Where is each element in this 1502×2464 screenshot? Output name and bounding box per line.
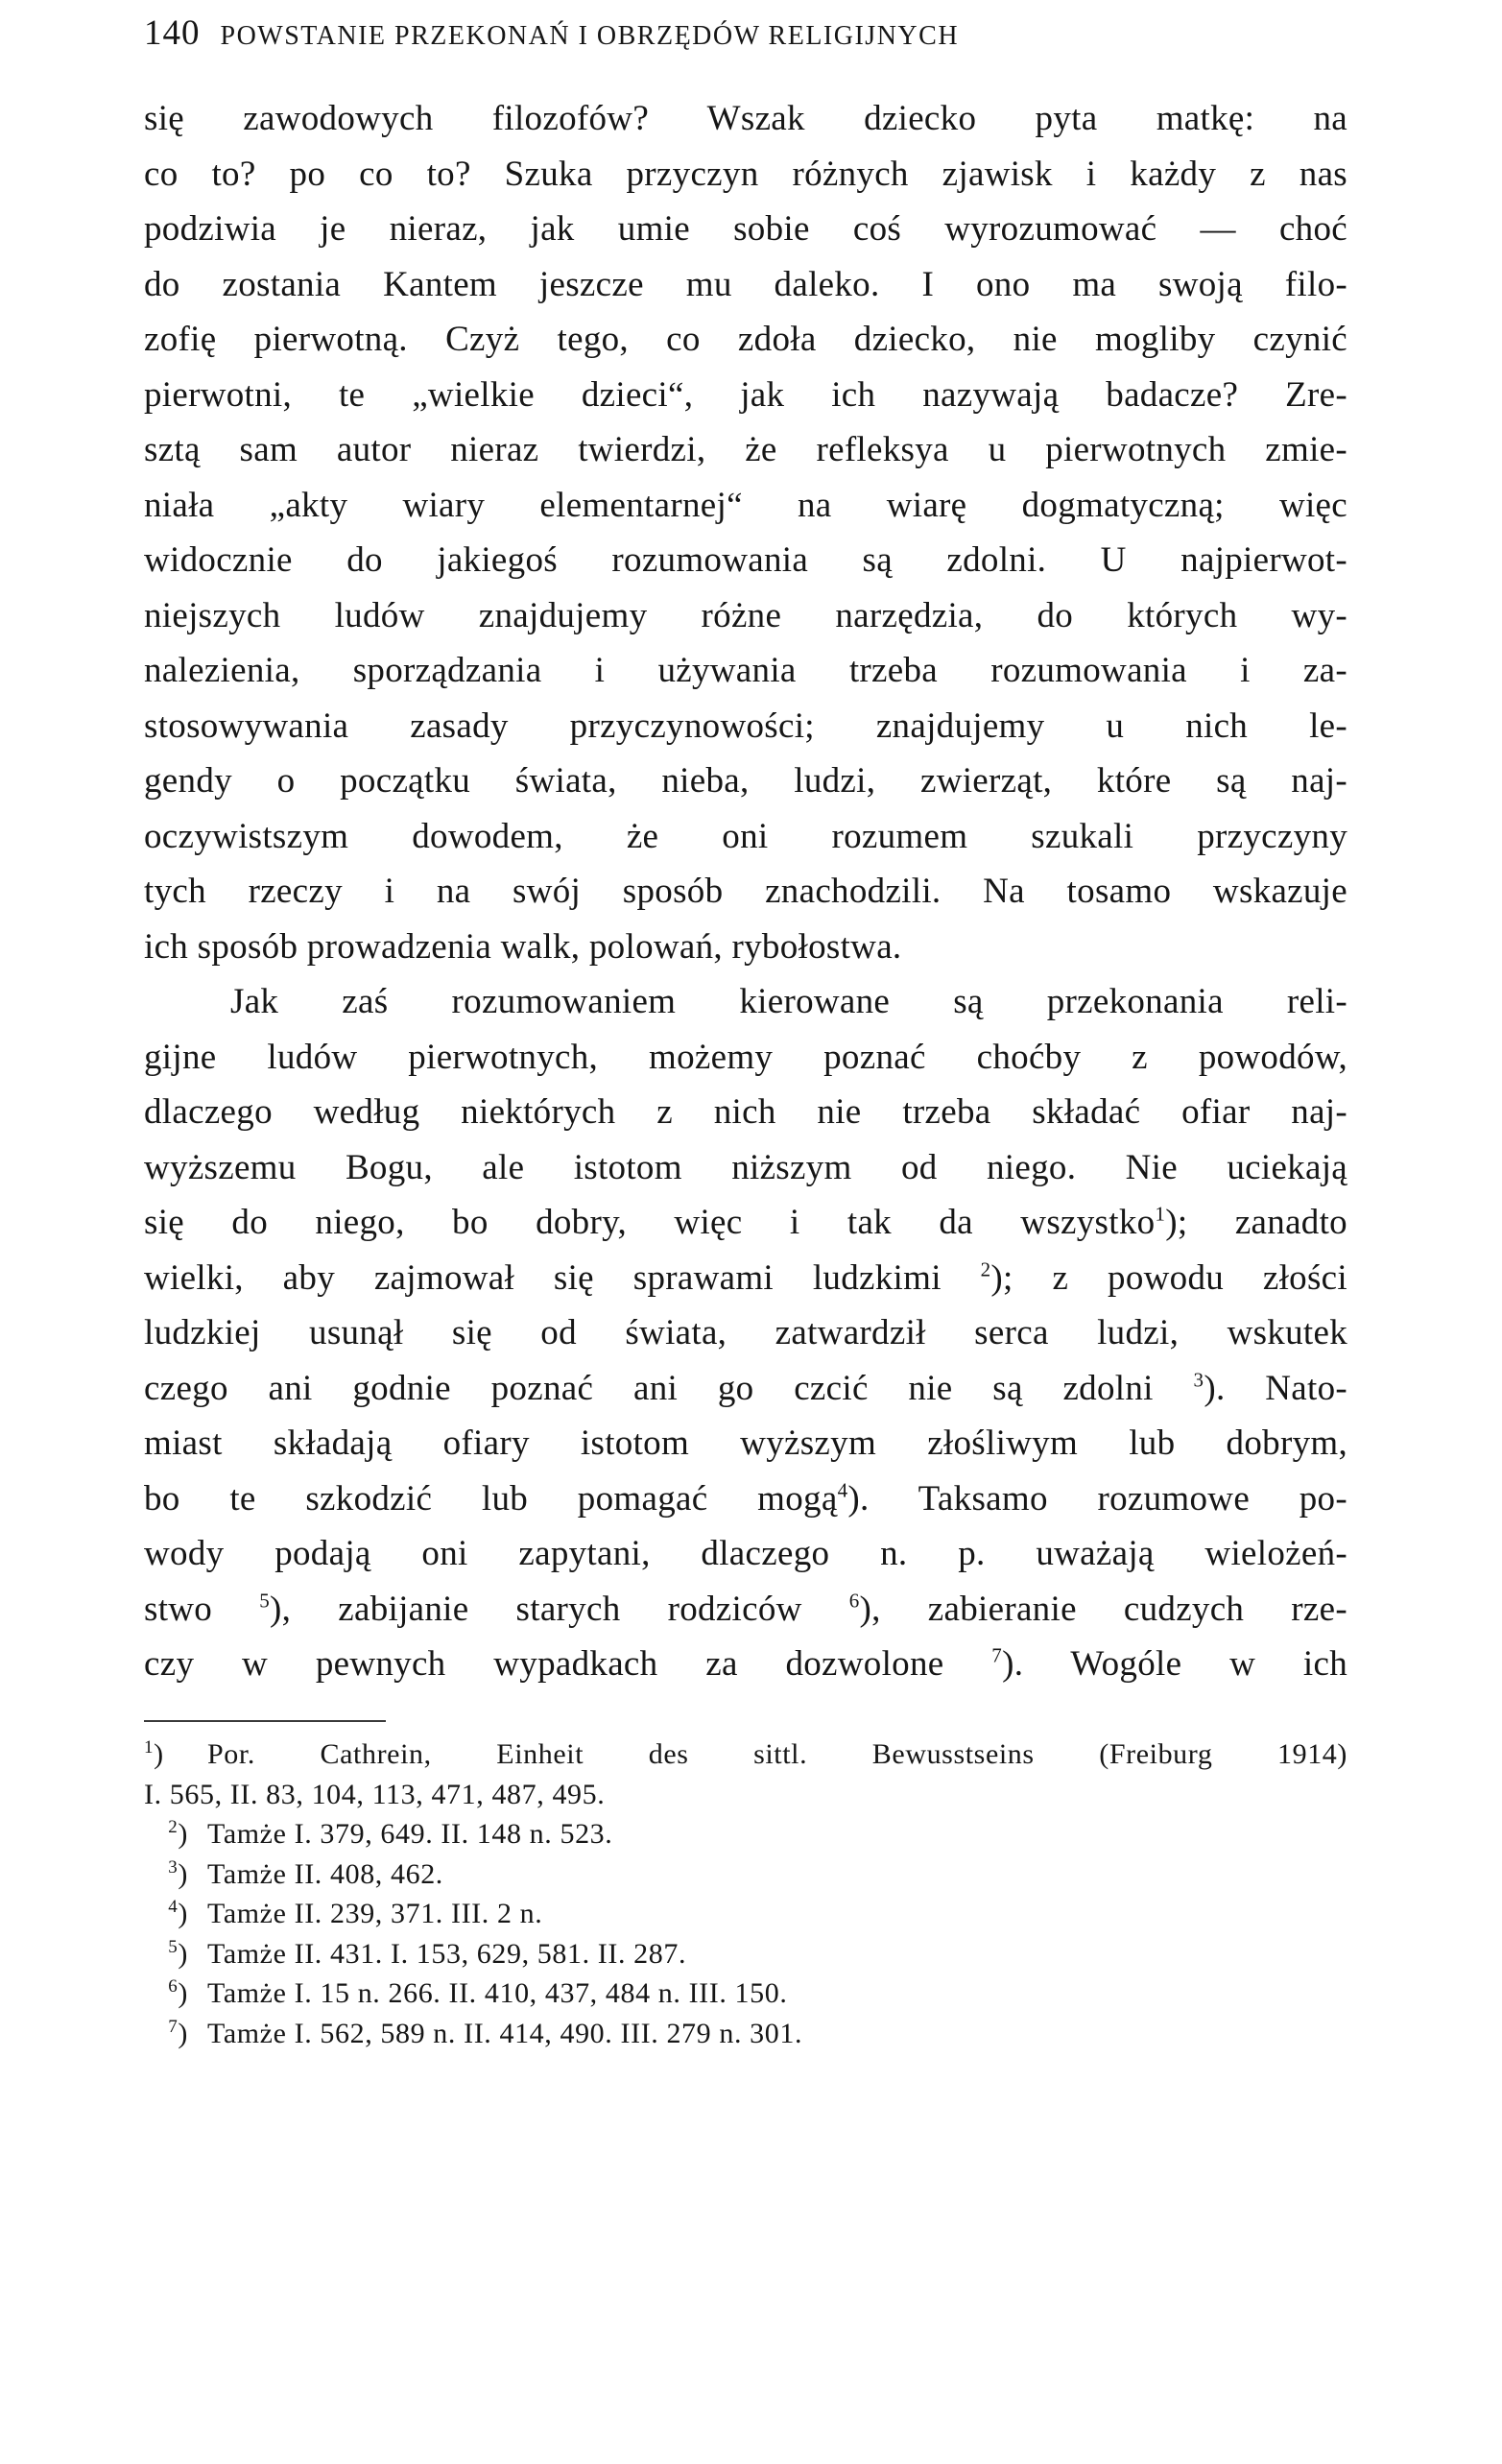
page-number: 140	[144, 13, 201, 53]
footnote	[144, 1814, 1347, 1854]
text-line: gendy o początku świata, nieba, ludzi, zwierząt, które są naj-	[144, 761, 1347, 801]
text-line: podziwia je nieraz, jak umie sobie coś wyrozumować — choć	[144, 209, 1347, 249]
running-head	[144, 10, 1353, 58]
text-line: pierwotni, te „wielkie dzieci“, jak ich nazywają badacze? Zre-	[144, 374, 1347, 415]
text-line	[144, 1582, 1347, 1638]
text-run: się do niego, bo dobry, więc i tak da wszystko	[144, 1203, 1156, 1242]
footnote-continuation: I. 565, II. 83, 104, 113, 471, 487, 495.	[144, 1778, 606, 1810]
text-line: niejszych ludów znajdujemy różne narzędzia, do których wy-	[144, 595, 1347, 635]
text-run: ); z powodu złości	[990, 1257, 1347, 1298]
footnote-text: Tamże I. 562, 589 n. II. 414, 490. III. 279 n. 301.	[207, 2017, 803, 2049]
text-line	[144, 1361, 1347, 1417]
text-line: oczywistszym dowodem, że oni rozumem szukali przyczyny	[144, 816, 1347, 856]
footnote-text: Tamże I. 379, 649. II. 148 n. 523.	[207, 1818, 613, 1850]
text-run: ). Wogóle w ich	[1002, 1644, 1347, 1684]
text-line: miast składają ofiary istotom wyższym złośliwym lub dobrym,	[144, 1423, 1347, 1463]
footnote-ref: 7	[991, 1643, 1003, 1667]
text-line	[144, 1471, 1347, 1527]
text-run: ), zabieranie cudzych rze-	[859, 1589, 1347, 1629]
footnote-marker: $^5$)	[168, 1936, 188, 1970]
footnote-ref: 5	[259, 1589, 270, 1613]
footnote	[144, 2014, 1347, 2054]
footnote-ref: 4	[837, 1478, 848, 1502]
footnote-ref: 1	[1155, 1202, 1166, 1226]
footnotes	[144, 1734, 1347, 2053]
footnote	[144, 1734, 1347, 1775]
text-line: niała „akty wiary elementarnej“ na wiarę dogmatyczną; więc	[144, 485, 1347, 525]
text-line: ich sposób prowadzenia walk, polowań, rybołostwa.	[144, 926, 902, 967]
text-run: stwo	[144, 1589, 260, 1629]
text-line: nalezienia, sporządzania i używania trzeba rozumowania i za-	[144, 651, 1347, 690]
footnote-marker: $^2$)	[168, 1817, 188, 1850]
text-run: wielki, aby zajmował się sprawami ludzkimi	[144, 1257, 981, 1298]
footnote-ref: 6	[848, 1589, 860, 1613]
footnote-text: Tamże II. 408, 462.	[207, 1857, 443, 1890]
footnote-ref: 3	[1193, 1368, 1204, 1392]
text-line: Jak zaś rozumowaniem kierowane są przekonania reli-	[230, 982, 1347, 1021]
text-line: dlaczego według niektórych z nich nie trzeba składać ofiar naj-	[144, 1092, 1347, 1132]
text-line: co to? po co to? Szuka przyczyn różnych zjawisk i każdy z nas	[144, 154, 1347, 194]
footnote-marker: $^3$)	[168, 1856, 188, 1890]
running-title: POWSTANIE PRZEKONAŃ I OBRZĘDÓW RELIGIJNYCH	[220, 21, 960, 51]
body-text	[144, 91, 1347, 1692]
text-run: ); zanadto	[1165, 1203, 1347, 1242]
text-line: się zawodowych filozofów? Wszak dziecko pyta matkę: na	[144, 99, 1347, 138]
footnote	[144, 1934, 1347, 1974]
footnote-divider	[144, 1720, 386, 1722]
footnote-text: Tamże I. 15 n. 266. II. 410, 437, 484 n. III. 150.	[207, 1977, 788, 2009]
text-line: do zostania Kantem jeszcze mu daleko. I ono ma swoją filo-	[144, 264, 1347, 304]
footnote-ref: 2	[980, 1257, 991, 1281]
footnote-text: Tamże II. 239, 371. III. 2 n.	[207, 1898, 543, 1929]
footnote-marker: $^4$)	[168, 1897, 188, 1929]
text-run: ). Taksamo rozumowe po-	[847, 1478, 1347, 1519]
footnote-marker: $^6$)	[168, 1976, 188, 2009]
footnote-marker: $^1$)	[144, 1737, 164, 1770]
text-line: gijne ludów pierwotnych, możemy poznać choćby z powodów,	[144, 1037, 1347, 1077]
footnote	[144, 1894, 1347, 1934]
text-line: widocznie do jakiegoś rozumowania są zdolni. U najpierwot-	[144, 540, 1347, 580]
text-line	[144, 1251, 1347, 1306]
text-line	[144, 1637, 1347, 1692]
text-run: ), zabijanie starych rodziców	[270, 1589, 849, 1629]
text-line: wody podają oni zapytani, dlaczego n. p. uważają wielożeń-	[144, 1534, 1347, 1573]
text-run: bo te szkodzić lub pomagać mogą	[144, 1478, 838, 1519]
text-line: sztą sam autor nieraz twierdzi, że refleksya u pierwotnych zmie-	[144, 430, 1347, 469]
footnote-text: Tamże II. 431. I. 153, 629, 581. II. 287.	[207, 1937, 687, 1970]
text-run: czego ani godnie poznać ani go czcić nie są zdolni	[144, 1368, 1194, 1408]
text-line: wyższemu Bogu, ale istotom niższym od niego. Nie uciekają	[144, 1147, 1347, 1187]
text-line: tych rzeczy i na swój sposób znachodzili. Na tosamo wskazuje	[144, 872, 1347, 911]
text-line	[144, 1195, 1347, 1251]
footnote	[144, 1854, 1347, 1895]
text-line: ludzkiej usunął się od świata, zatwardził serca ludzi, wskutek	[144, 1313, 1347, 1352]
footnote	[144, 1974, 1347, 2014]
text-line: stosowywania zasady przyczynowości; znajdujemy u nich le-	[144, 706, 1347, 746]
text-run: czy w pewnych wypadkach za dozwolone	[144, 1644, 992, 1684]
text-run: ). Nato-	[1204, 1368, 1348, 1408]
footnote-text: Por. Cathrein, Einheit des sittl. Bewusstseins (Freiburg 1914)	[207, 1738, 1347, 1770]
footnote-marker: $^7$)	[168, 2016, 188, 2049]
text-line: zofię pierwotną. Czyż tego, co zdoła dziecko, nie mogliby czynić	[144, 320, 1347, 359]
